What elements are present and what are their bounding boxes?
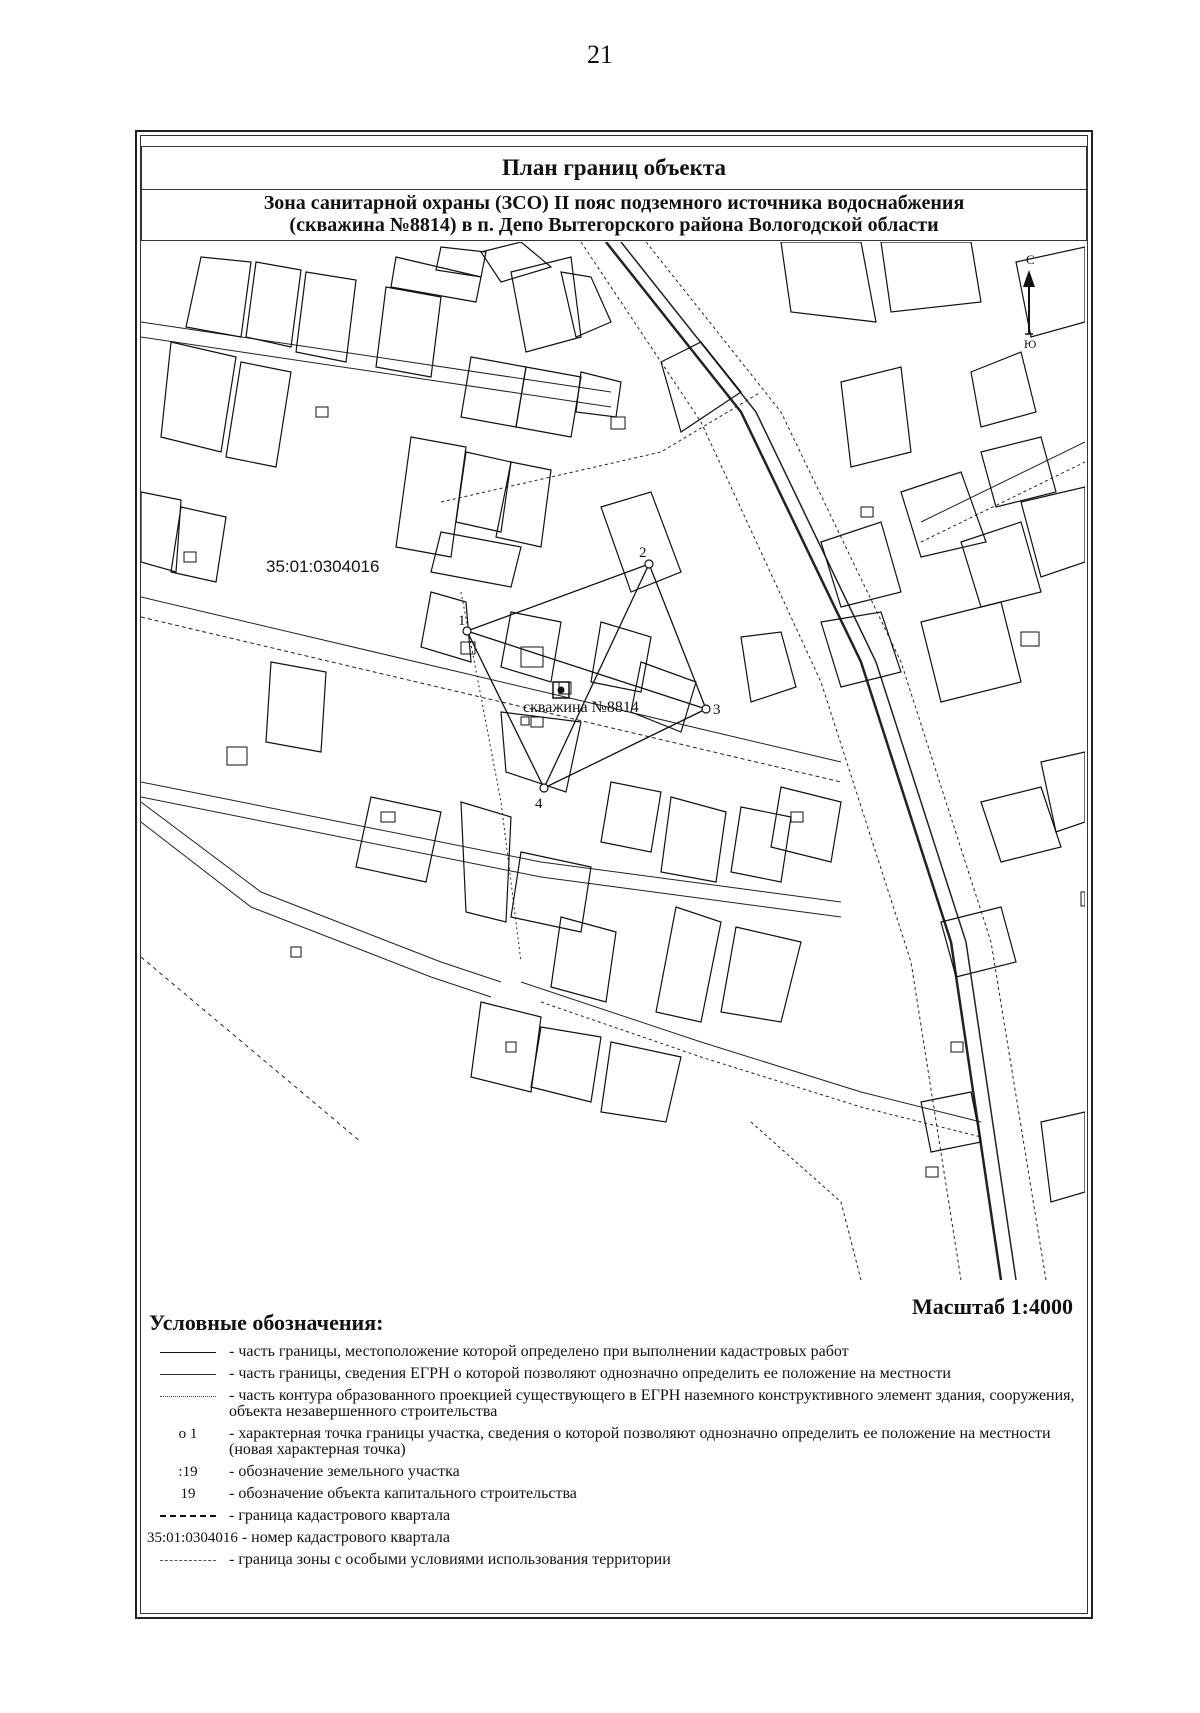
parcel xyxy=(901,472,986,557)
dashdot-line-icon xyxy=(160,1560,216,1561)
title-box xyxy=(141,146,1087,190)
road-east xyxy=(921,442,1085,522)
point-4-icon xyxy=(540,784,548,792)
lane-3 xyxy=(441,392,761,502)
building xyxy=(506,1042,516,1052)
parcel xyxy=(511,257,581,352)
parcel xyxy=(631,662,696,732)
scale-label: Масштаб 1:4000 xyxy=(911,1294,1073,1319)
legend-item: 19 - обозначение объекта капитального строительства xyxy=(180,1485,577,1502)
parcel xyxy=(771,787,841,862)
parcel xyxy=(391,257,481,302)
legend-item: - часть границы, местоположение которой определено при выполнении кадастровых работ xyxy=(147,1344,1077,1360)
subtitle-box xyxy=(141,188,1087,241)
parcel xyxy=(971,352,1036,427)
parcel xyxy=(1041,752,1085,832)
parcel xyxy=(561,272,611,337)
street-3b xyxy=(141,797,841,917)
parcel xyxy=(431,532,521,587)
legend-item: - граница зоны с особыми условиями использования территории xyxy=(147,1552,1077,1568)
parcel xyxy=(821,612,901,687)
parcel xyxy=(376,287,441,377)
lane-1 xyxy=(141,957,361,1142)
quarter-symbol: 35:01:0304016 xyxy=(147,1530,238,1546)
parcel xyxy=(186,257,251,337)
parcel xyxy=(656,907,721,1022)
parcel xyxy=(661,342,741,432)
lane-2 xyxy=(751,1122,861,1280)
compass-north-label: С xyxy=(1026,252,1035,267)
thin-line-icon xyxy=(160,1374,216,1375)
building xyxy=(1021,632,1039,646)
parcel xyxy=(721,927,801,1022)
street-2b xyxy=(141,617,841,782)
parcel xyxy=(171,507,226,582)
parcel xyxy=(266,662,326,752)
building xyxy=(531,717,543,727)
page-number: 21 xyxy=(587,40,613,69)
parcel xyxy=(531,1027,601,1102)
parcels xyxy=(141,242,1085,1202)
parcel xyxy=(841,367,911,467)
parcel xyxy=(781,242,876,322)
plan-title: План границ объекта xyxy=(502,155,726,180)
cadastral-map xyxy=(141,242,1085,1280)
parcel xyxy=(511,852,591,932)
street-1 xyxy=(141,322,611,392)
building xyxy=(861,507,873,517)
point-1-label: 1 xyxy=(458,613,466,629)
parcel xyxy=(601,1042,681,1122)
parcel xyxy=(496,462,551,547)
parcel xyxy=(961,522,1041,607)
building xyxy=(381,812,395,822)
legend xyxy=(147,1344,1077,1574)
well-label: скважина №8814 xyxy=(523,699,639,716)
quarter-number-label: 35:01:0304016 xyxy=(266,557,380,576)
parcel xyxy=(921,1092,981,1152)
parcel xyxy=(601,782,661,852)
parcel xyxy=(461,357,526,427)
railway-line-2 xyxy=(621,242,1016,1280)
dashed-line-icon xyxy=(160,1515,216,1517)
parcel xyxy=(296,272,356,362)
parcel xyxy=(161,342,236,452)
compass-arrow-icon xyxy=(1023,270,1035,334)
parcel xyxy=(741,632,796,702)
point-3-label: 3 xyxy=(713,702,721,718)
parcel xyxy=(396,437,466,557)
buildings xyxy=(184,407,1085,1177)
parcel xyxy=(481,242,551,282)
legend-item: 35:01:0304016 - номер кадастрового квартала xyxy=(147,1529,450,1546)
parcel xyxy=(226,362,291,467)
parcel-symbol: :19 xyxy=(178,1464,198,1480)
subtitle-line-1: Зона санитарной охраны (ЗСО) II пояс подземного источника водоснабжения xyxy=(263,192,965,214)
river-edge xyxy=(141,802,501,982)
building xyxy=(951,1042,963,1052)
subtitle-line-2: (скважина №8814) в п. Депо Вытегорского района Вологодской области xyxy=(289,214,939,236)
parcel xyxy=(576,372,621,417)
road-south xyxy=(521,982,981,1122)
parcel xyxy=(731,807,791,882)
dotted-line-icon xyxy=(160,1396,216,1397)
building xyxy=(184,552,196,562)
parcel xyxy=(246,262,301,347)
map-svg xyxy=(141,242,1085,1280)
zone-line xyxy=(544,564,649,788)
point-2-label: 2 xyxy=(639,545,647,561)
railway-line-1 xyxy=(606,242,1001,1280)
legend-title: Условные обозначения: xyxy=(149,1310,384,1335)
sanitary-zone xyxy=(467,564,706,788)
legend-item: - часть контура образованного проекцией существующего в ЕГРН наземного конструктивного элемент здания, сооружения, объекта незавершенного строительства xyxy=(147,1388,1077,1420)
building-symbol: 19 xyxy=(180,1486,196,1502)
parcel xyxy=(516,367,581,437)
plan-frame xyxy=(135,130,1093,1619)
point-symbol: о 1 xyxy=(178,1426,198,1442)
parcel xyxy=(821,522,901,607)
river-edge-2 xyxy=(141,822,491,997)
building xyxy=(291,947,301,957)
legend-item: о 1 - характерная точка границы участка, сведения о которой позволяют однозначно определить ее положение на местности (новая характерная точка) xyxy=(178,1425,1051,1458)
legend-item: - граница кадастрового квартала xyxy=(147,1508,1077,1524)
building xyxy=(791,812,803,822)
building xyxy=(521,717,529,725)
well-center-icon xyxy=(558,687,565,694)
building xyxy=(227,747,247,765)
building xyxy=(1081,892,1085,906)
point-4-label: 4 xyxy=(535,796,543,812)
legend-item: :19 - обозначение земельного участка xyxy=(178,1463,460,1480)
point-3-icon xyxy=(702,705,710,713)
parcel xyxy=(661,797,726,882)
parcel xyxy=(921,602,1021,702)
parcel xyxy=(1021,487,1085,577)
building xyxy=(316,407,328,417)
solid-line-icon xyxy=(160,1352,216,1353)
legend-item: - часть границы, сведения ЕГРН о которой позволяют однозначно определить ее положение на местности xyxy=(147,1366,1077,1382)
sanitary-zone-polygon xyxy=(467,564,706,788)
parcel xyxy=(551,917,616,1002)
parcel xyxy=(881,242,981,312)
building xyxy=(926,1167,938,1177)
road-east-2 xyxy=(921,462,1085,542)
point-2-icon xyxy=(645,560,653,568)
compass-south-label: Ю xyxy=(1024,337,1037,351)
building xyxy=(611,417,625,429)
road-edge-2 xyxy=(646,242,1046,1280)
road-edge-1 xyxy=(581,242,961,1280)
parcel xyxy=(1041,1112,1085,1202)
characteristic-points xyxy=(463,560,710,792)
parcel xyxy=(141,492,181,572)
